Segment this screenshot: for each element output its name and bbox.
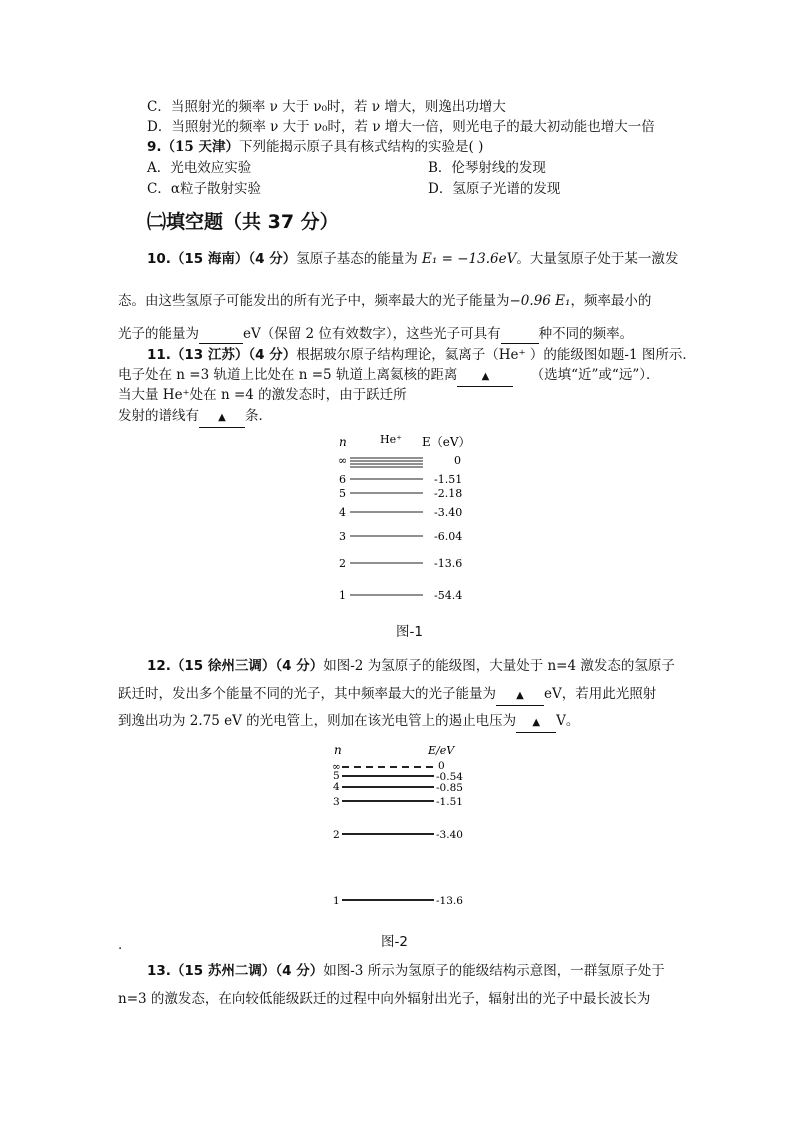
- blank-mark: ▲: [218, 412, 226, 423]
- q11-text2b: （选填“近”或“远”）．: [530, 367, 660, 383]
- q8-option-d: D．当照射光的频率 ν 大于 ν₀时，若 ν 增大一倍，则光电子的最大初动能也增大一倍: [147, 119, 655, 135]
- q10-text2b: ，频率最小的: [570, 293, 652, 309]
- fig1-n-5: 5: [339, 487, 346, 500]
- q9-option-b: B．伦琴射线的发现: [428, 160, 546, 176]
- q10-head: 10.（15 海南）（4 分）: [147, 251, 297, 267]
- q11-head: 11.（13 江苏）（4 分）: [147, 347, 297, 363]
- fig2-caption: 图-2: [381, 934, 408, 950]
- q9-number: 9.: [147, 139, 162, 155]
- fig1-col-n: n: [339, 435, 347, 449]
- q10-blank-2[interactable]: [501, 325, 539, 344]
- fig2-n-inf: ∞: [332, 761, 341, 773]
- q10-blank-1[interactable]: [199, 325, 243, 344]
- q12-text2a: 跃迁时，发出多个能量不同的光子，其中频率最大的光子能量为: [118, 686, 496, 702]
- section-title: ㈡填空题（共 37 分）: [147, 211, 339, 233]
- q12-line3: [118, 712, 579, 733]
- fig1-n-3: 3: [339, 530, 346, 543]
- q11-line4: [118, 407, 272, 428]
- fig2-n-2: 2: [333, 829, 340, 841]
- q9-stem: [147, 138, 483, 156]
- fig1-n-inf: ∞: [338, 454, 348, 467]
- fig1-e-1: -54.4: [434, 589, 463, 602]
- fig1-n-6: 6: [339, 473, 346, 486]
- q12-head: 12.（15 徐州三调）（4 分）: [147, 658, 324, 674]
- q13-text1: 如图-3 所示为氢原子的能级结构示意图，一群氢原子处于: [323, 963, 665, 979]
- q10-formula: E₁ = −13.6eV: [422, 251, 517, 267]
- q11-line1: [147, 346, 696, 364]
- q9-option-c: C．α粒子散射实验: [147, 181, 261, 197]
- q11-line3: 当大量 He⁺处在 n =4 的激发态时，由于跃迁所: [118, 387, 407, 403]
- fig1-levels: [350, 458, 423, 595]
- fig2-energy-diagram: [326, 740, 476, 915]
- q12-text3a: 到逸出功为 2.75 eV 的光电管上，则加在该光电管上的遏止电压为: [118, 713, 517, 729]
- fig1-col-e: E（eV）: [422, 435, 471, 449]
- fig2-e-5: -0.54: [436, 771, 463, 783]
- q9-option-a: A．光电效应实验: [147, 160, 252, 176]
- q11-text4b: 条．: [245, 408, 272, 424]
- fig1-e-2: -13.6: [434, 557, 463, 570]
- q11-text4a: 发射的谱线有: [118, 408, 199, 424]
- q11-line2: [118, 366, 659, 387]
- q10-text3c: 种不同的频率。: [538, 326, 634, 342]
- q13-line2: n=3 的激发态，在向较低能级跃迁的过程中向外辐射出光子，辐射出的光子中最长波长为: [118, 991, 651, 1007]
- fig1-energy-diagram: [330, 430, 480, 610]
- q11-text2a: 电子处在 n =3 轨道上比处在 n =5 轨道上离氦核的距离: [118, 367, 458, 383]
- q11-text1: 根据玻尔原子结构理论，氦离子（He⁺ ）的能级图如题-1 图所示．: [296, 347, 696, 363]
- q10-formula2: −0.96 E₁: [509, 293, 571, 309]
- q10-line2: [118, 292, 651, 310]
- fig2-e-1: -13.6: [436, 895, 463, 907]
- fig2-n-4: 4: [333, 781, 340, 793]
- q9-text: 下列能揭示原子具有核式结构的实验是( ): [239, 139, 484, 155]
- fig2-n-5: 5: [333, 770, 340, 782]
- q12-text1: 如图-2 为氢原子的能级图，大量处于 n=4 激发态的氢原子: [323, 658, 675, 674]
- fig1-n-1: 1: [339, 589, 346, 602]
- blank-mark: ▲: [481, 371, 490, 382]
- fig1-col-ion: He⁺: [380, 433, 402, 446]
- fig2-e-4: -0.85: [436, 782, 463, 794]
- q10-text2: 态。由这些氢原子可能发出的所有光子中，频率最大的光子能量为: [118, 293, 510, 309]
- q12-text3b: V。: [556, 713, 580, 729]
- fig1-e-6: -1.51: [434, 473, 463, 486]
- blank-mark: ▲: [516, 690, 524, 701]
- q10-text1: 氢原子基态的能量为: [296, 251, 418, 267]
- fig2-col-e: E/eV: [428, 744, 455, 757]
- fig1-caption: 图-1: [396, 624, 423, 640]
- fig2-e-inf: 0: [438, 760, 445, 772]
- fig1-e-5: -2.18: [434, 487, 463, 500]
- q10-text1b: 。大量氢原子处于某一激发: [516, 251, 679, 267]
- fig1-n-2: 2: [339, 557, 346, 570]
- fig2-n-3: 3: [333, 796, 340, 808]
- fig1-e-3: -6.04: [434, 530, 463, 543]
- q9-source: （15 天津）: [161, 139, 240, 155]
- fig1-e-4: -3.40: [434, 506, 463, 519]
- q12-line1: [147, 657, 675, 675]
- q12-line2: [118, 685, 656, 706]
- fig1-n-4: 4: [339, 506, 346, 519]
- q10-line3: [118, 325, 633, 344]
- fig2-e-2: -3.40: [436, 829, 463, 841]
- blank-mark: ▲: [532, 717, 541, 728]
- q13-head: 13.（15 苏州二调）（4 分）: [147, 963, 324, 979]
- q11-blank-1[interactable]: [457, 366, 513, 387]
- fig2-n-1: 1: [333, 895, 340, 907]
- q10-line1: [147, 250, 678, 268]
- fig2-e-3: -1.51: [436, 796, 463, 808]
- fig2-col-n: n: [334, 743, 342, 757]
- q12-text2b: eV，若用此光照射: [544, 686, 657, 702]
- q12-blank-2[interactable]: [516, 712, 556, 733]
- q8-option-c: C．当照射光的频率 ν 大于 ν₀时，若 ν 增大，则逸出功增大: [147, 99, 506, 115]
- q12-blank-1[interactable]: [496, 685, 544, 706]
- q10-text3b: eV（保留 2 位有效数字），这些光子可具有: [243, 326, 501, 342]
- fig1-e-inf: 0: [454, 454, 461, 467]
- q11-blank-2[interactable]: [199, 407, 245, 428]
- q13-line1: [147, 962, 665, 980]
- q10-text3a: 光子的能量为: [118, 326, 199, 342]
- stray-dot: .: [118, 937, 123, 953]
- q9-option-d: D．氢原子光谱的发现: [428, 181, 561, 197]
